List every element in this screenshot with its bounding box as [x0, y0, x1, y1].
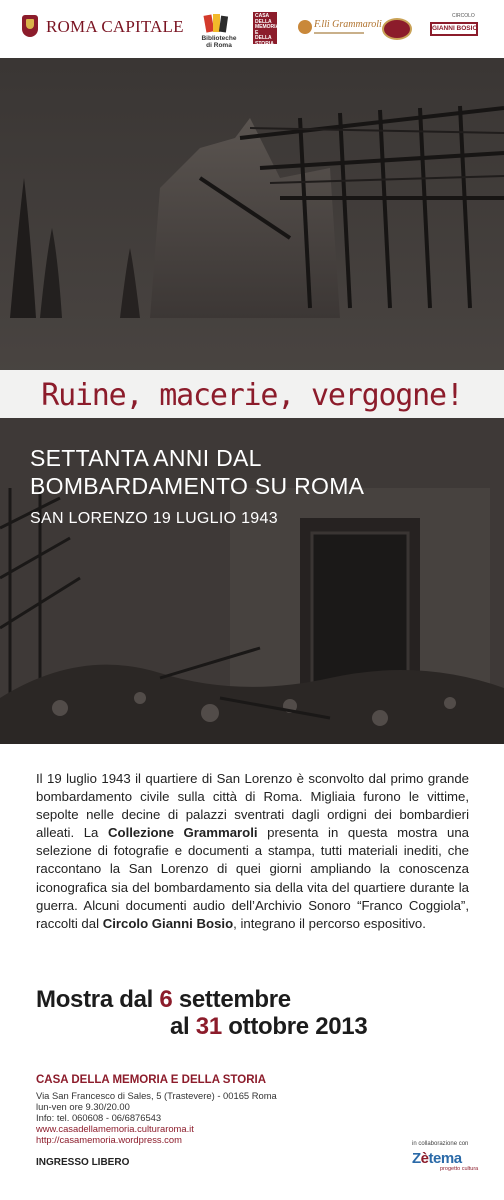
roma-capitale-logo-text: ROMA CAPITALE: [46, 17, 184, 36]
grammaroli-mark-icon: [298, 20, 312, 34]
venue-hours: lun-ven ore 9.30/20.00: [36, 1101, 130, 1112]
oval-seal-logo-icon: [382, 18, 412, 40]
end-day: 31: [195, 1013, 222, 1040]
ruins-photo: [0, 58, 504, 744]
venue-phone: Info: tel. 060608 - 06/6876543: [36, 1112, 162, 1123]
subtitle-line-2: BOMBARDAMENTO SU ROMA: [30, 473, 365, 499]
zetema-logo-rest: tema: [428, 1150, 462, 1167]
collaboration-label: in collaborazione con: [412, 1141, 469, 1147]
casa-memoria-logo: CASA DELLA MEMORIA E DELLA STORIA: [255, 13, 280, 47]
logo-strip: [0, 0, 504, 58]
biblioteche-logo-text: Biblioteche di Roma: [201, 35, 237, 49]
exhibition-dates-line-2: [170, 1013, 367, 1041]
venue-blog-link[interactable]: http://casamemoria.wordpress.com: [36, 1134, 182, 1145]
venue-address: Via San Francesco di Sales, 5 (Trastevere) - 00165 Roma: [36, 1090, 277, 1101]
zetema-logo: [412, 1150, 462, 1167]
zetema-tagline: progetto cultura: [440, 1166, 479, 1172]
collezione-grammaroli-name: Collezione Grammaroli: [107, 825, 258, 841]
exhibition-dates-line-1: [36, 986, 291, 1014]
grammaroli-logo-text: F.lli Grammaroli: [314, 19, 382, 30]
dates-prefix-1: Mostra dal: [36, 986, 160, 1013]
circolo-bosio-name: Circolo Gianni Bosio: [102, 915, 234, 931]
start-day: 6: [159, 986, 173, 1013]
free-entry-label: INGRESSO LIBERO: [36, 1157, 130, 1168]
end-month-year: ottobre 2013: [221, 1013, 368, 1040]
start-month: settembre: [172, 986, 291, 1013]
circolo-small-label: CIRCOLO: [452, 13, 475, 19]
subtitle-line-1: SETTANTA ANNI DAL: [30, 445, 262, 471]
subtitle-date: SAN LORENZO 19 LUGLIO 1943: [30, 510, 278, 527]
venue-name: CASA DELLA MEMORIA E DELLA STORIA: [36, 1074, 266, 1086]
description-text-1: Il 19 luglio 1943 il quartiere di San Lorenzo è sconvolto dal primo grande bombardamento civile sulla città di Roma. Migliaia furono le vittime, sepolte nelle decine di palazzi sventrati dagli ordigni dei bombardieri alleati. La: [36, 771, 469, 841]
description-paragraph: [36, 770, 469, 933]
dates-prefix-2: al: [170, 1013, 196, 1040]
roma-capitale-crest-icon: [22, 15, 38, 37]
venue-website-link[interactable]: www.casadellamemoria.culturaroma.it: [36, 1123, 194, 1134]
description-text-2: presenta in questa mostra una selezione di fotografie e documenti a stampa, tutti materiali inediti, che raccontano la San Lorenzo di quei giorni ampliando la conoscenza iconografica sia del bombardamento sia della vita del quartiere durante la guerra. Alcuni documenti audio dell’Archivio Sonoro “Franco Coggiola”, raccolti dal: [36, 825, 469, 931]
grammaroli-underline: [314, 32, 364, 34]
circolo-bosio-logo: GIANNI BOSIO: [430, 22, 478, 36]
zetema-logo-z: Z: [412, 1150, 421, 1167]
exhibition-title: Ruine, macerie, vergogne!: [41, 378, 463, 413]
zetema-logo-accent: è: [420, 1150, 429, 1167]
biblioteche-books-icon: [203, 12, 229, 34]
description-text-3: , integrano il percorso espositivo.: [233, 915, 426, 931]
